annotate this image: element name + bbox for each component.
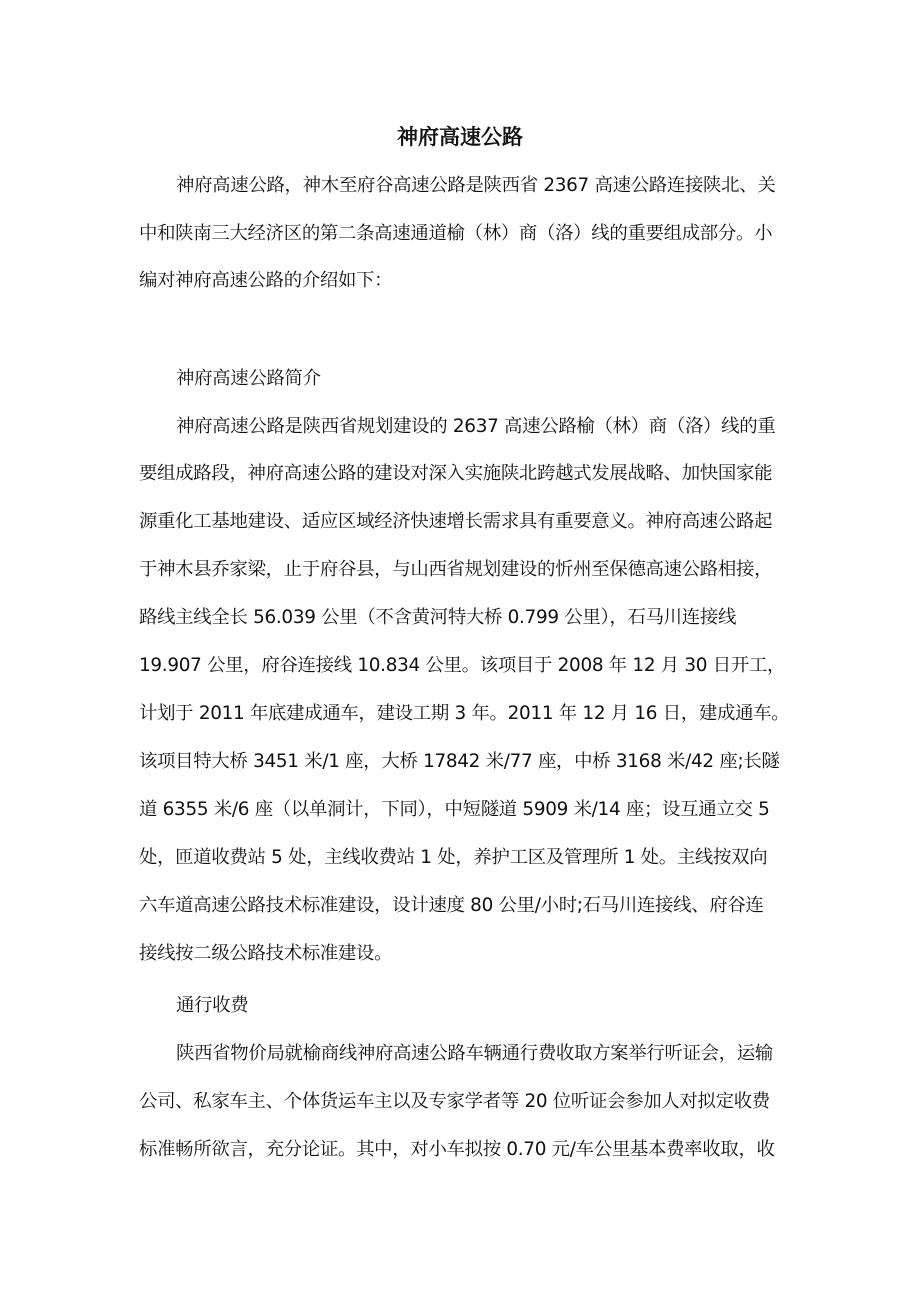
document-title: 神府高速公路 — [397, 125, 523, 149]
paragraph-first-line: 陕西省物价局就榆商线神府高速公路车辆通行费收取方案举行听证会，运输 — [176, 1043, 773, 1064]
paragraph-first-line: 通行收费 — [176, 995, 249, 1016]
paragraph-line: 源重化工基地建设、适应区域经济快速增长需求具有重要意义。神府高速公路起 — [139, 511, 773, 532]
paragraph-line: 该项目特大桥 3451 米/1 座，大桥 17842 米/77 座，中桥 3168 米/42 座;长隧 — [139, 751, 780, 772]
paragraph-line: 接线按二级公路技术标准建设。 — [139, 943, 393, 964]
paragraph-first-line: 神府高速公路是陕西省规划建设的 2637 高速公路榆（林）商（洛）线的重 — [176, 416, 776, 437]
paragraph-line: 处，匝道收费站 5 处，主线收费站 1 处，养护工区及管理所 1 处。主线按双向 — [139, 847, 768, 868]
paragraph-line: 中和陕南三大经济区的第二条高速通道榆（林）商（洛）线的重要组成部分。小 — [139, 223, 773, 244]
paragraph-line: 公司、私家车主、个体货运车主以及专家学者等 20 位听证会参加人对拟定收费 — [139, 1091, 770, 1112]
paragraph-line: 计划于 2011 年底建成通车，建设工期 3 年。2011 年 12 月 16 日，建成通车。 — [139, 703, 790, 724]
paragraph-line: 要组成路段，神府高速公路的建设对深入实施陕北跨越式发展战略、加快国家能 — [139, 463, 773, 484]
paragraph-line: 19.907 公里，府谷连接线 10.834 公里。该项目于 2008 年 12 月 30 日开工， — [139, 655, 786, 676]
paragraph-line: 标准畅所欲言，充分论证。其中，对小车拟按 0.70 元/车公里基本费率收取，收 — [139, 1139, 775, 1160]
paragraph-line: 于神木县乔家梁，止于府谷县，与山西省规划建设的忻州至保德高速公路相接， — [139, 559, 773, 580]
paragraph-line: 道 6355 米/6 座（以单洞计，下同），中短隧道 5909 米/14 座；设互通立交 5 — [139, 799, 770, 820]
paragraph-line: 六车道高速公路技术标准建设，设计速度 80 公里/小时;石马川连接线、府谷连 — [139, 895, 764, 916]
paragraph-first-line: 神府高速公路简介 — [176, 368, 321, 389]
paragraph-line: 路线主线全长 56.039 公里（不含黄河特大桥 0.799 公里），石马川连接线 — [139, 607, 737, 628]
paragraph-line: 编对神府高速公路的介绍如下： — [139, 270, 393, 291]
paragraph-first-line: 神府高速公路，神木至府谷高速公路是陕西省 2367 高速公路连接陕北、关 — [176, 175, 776, 196]
